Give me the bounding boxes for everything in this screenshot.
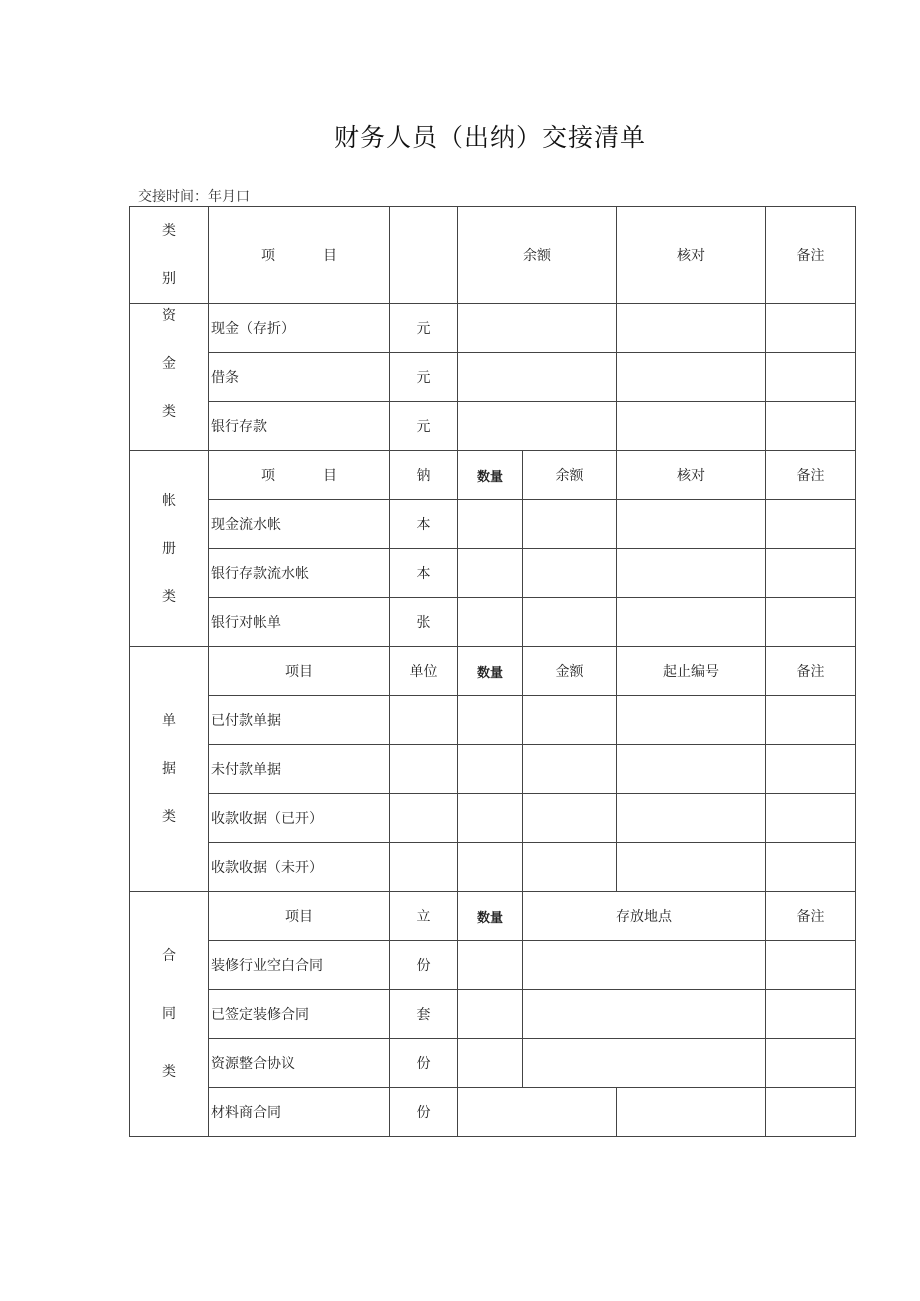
table-row: [130, 941, 856, 990]
qty-header: 数量: [458, 451, 523, 500]
table-row: [130, 1088, 856, 1137]
unit-cell[interactable]: [390, 794, 458, 843]
qty-header: 数量: [458, 892, 523, 941]
remark-header: 备注: [766, 647, 856, 696]
location-cell[interactable]: [523, 941, 766, 990]
balance-cell[interactable]: [523, 500, 617, 549]
serial-header: 起止编号: [617, 647, 766, 696]
balance-header: 余额: [458, 207, 617, 304]
section-header-row: [130, 647, 856, 696]
check-cell[interactable]: [617, 500, 766, 549]
remark-header: 备注: [766, 451, 856, 500]
unit-cell: 元: [390, 402, 458, 451]
balance-cell[interactable]: [523, 598, 617, 647]
item-cell: 装修行业空白合同: [209, 941, 390, 990]
qty-cell[interactable]: [458, 794, 523, 843]
balance-header: 余额: [523, 451, 617, 500]
table-row: [130, 696, 856, 745]
unit-cell: 份: [390, 941, 458, 990]
amount-header: 金额: [523, 647, 617, 696]
check-header: 核对: [617, 207, 766, 304]
location-header: 存放地点: [523, 892, 766, 941]
handover-date: 交接时间：年月口: [138, 189, 250, 205]
unit-cell[interactable]: [390, 745, 458, 794]
location-cell[interactable]: [617, 1088, 766, 1137]
handover-table: [129, 206, 856, 1137]
remark-cell[interactable]: [766, 990, 856, 1039]
table-row: [130, 500, 856, 549]
unit-cell: 本: [390, 500, 458, 549]
qty-cell[interactable]: [458, 1088, 617, 1137]
remark-cell[interactable]: [766, 304, 856, 353]
remark-cell[interactable]: [766, 353, 856, 402]
amount-cell[interactable]: [523, 794, 617, 843]
qty-cell[interactable]: [458, 843, 523, 892]
serial-cell[interactable]: [617, 696, 766, 745]
serial-cell[interactable]: [617, 745, 766, 794]
serial-cell[interactable]: [617, 794, 766, 843]
check-cell[interactable]: [617, 549, 766, 598]
unit-cell[interactable]: [390, 696, 458, 745]
item-cell: 现金流水帐: [209, 500, 390, 549]
remark-cell[interactable]: [766, 1088, 856, 1137]
item-cell: 银行存款: [209, 402, 390, 451]
qty-cell[interactable]: [458, 696, 523, 745]
unit-cell[interactable]: [390, 843, 458, 892]
item-cell: 材料商合同: [209, 1088, 390, 1137]
category-header: 类 别: [130, 207, 209, 304]
table-row: [130, 1039, 856, 1088]
unit-cell: 本: [390, 549, 458, 598]
item-cell: 借条: [209, 353, 390, 402]
item-cell: 现金（存折）: [209, 304, 390, 353]
remark-cell[interactable]: [766, 402, 856, 451]
unit-header: [390, 207, 458, 304]
remark-cell[interactable]: [766, 794, 856, 843]
unit-header: 单位: [390, 647, 458, 696]
table-row: [130, 549, 856, 598]
item-header: 项目: [209, 892, 390, 941]
remark-cell[interactable]: [766, 941, 856, 990]
table-row: [130, 794, 856, 843]
item-cell: 银行存款流水帐: [209, 549, 390, 598]
unit-header: 钠: [390, 451, 458, 500]
item-cell: 已签定装修合同: [209, 990, 390, 1039]
section-header-row: [130, 451, 856, 500]
section-header-row: [130, 892, 856, 941]
unit-header: 立: [390, 892, 458, 941]
item-cell: 银行对帐单: [209, 598, 390, 647]
remark-cell[interactable]: [766, 549, 856, 598]
check-header: 核对: [617, 451, 766, 500]
table-row: [130, 990, 856, 1039]
table-row: [130, 402, 856, 451]
item-header: 项目: [209, 647, 390, 696]
item-cell: 未付款单据: [209, 745, 390, 794]
balance-cell[interactable]: [458, 304, 617, 353]
qty-header: 数量: [458, 647, 523, 696]
category-contracts: 合 同 类: [130, 892, 209, 1137]
qty-cell[interactable]: [458, 500, 523, 549]
item-cell: 已付款单据: [209, 696, 390, 745]
qty-cell[interactable]: [458, 745, 523, 794]
qty-cell[interactable]: [458, 941, 523, 990]
item-cell: 收款收据（未开）: [209, 843, 390, 892]
location-cell[interactable]: [523, 1039, 766, 1088]
check-cell[interactable]: [617, 598, 766, 647]
item-cell: 收款收据（已开）: [209, 794, 390, 843]
qty-cell[interactable]: [458, 549, 523, 598]
qty-cell[interactable]: [458, 598, 523, 647]
table-row: [130, 843, 856, 892]
amount-cell[interactable]: [523, 745, 617, 794]
remark-cell[interactable]: [766, 500, 856, 549]
unit-cell: 张: [390, 598, 458, 647]
unit-cell: 份: [390, 1039, 458, 1088]
check-cell[interactable]: [617, 304, 766, 353]
unit-cell: 套: [390, 990, 458, 1039]
check-cell[interactable]: [617, 353, 766, 402]
table-row: [130, 598, 856, 647]
category-funds: 资 金 类: [130, 304, 209, 451]
page-title: 财务人员（出纳）交接清单: [333, 123, 646, 152]
unit-cell: 份: [390, 1088, 458, 1137]
table-row: [130, 353, 856, 402]
remark-cell[interactable]: [766, 598, 856, 647]
remark-cell[interactable]: [766, 843, 856, 892]
remark-cell[interactable]: [766, 745, 856, 794]
remark-cell[interactable]: [766, 696, 856, 745]
table-row: [130, 304, 856, 353]
qty-cell[interactable]: [458, 990, 523, 1039]
table-row: [130, 745, 856, 794]
qty-cell[interactable]: [458, 1039, 523, 1088]
category-ledgers: 帐 册 类: [130, 451, 209, 647]
remark-header: 备注: [766, 892, 856, 941]
remark-cell[interactable]: [766, 1039, 856, 1088]
balance-cell[interactable]: [458, 353, 617, 402]
category-vouchers: 单 据 类: [130, 647, 209, 892]
unit-cell: 元: [390, 353, 458, 402]
amount-cell[interactable]: [523, 843, 617, 892]
item-cell: 资源整合协议: [209, 1039, 390, 1088]
item-header: 项 目: [209, 207, 390, 304]
amount-cell[interactable]: [523, 696, 617, 745]
header-row: [130, 207, 856, 304]
balance-cell[interactable]: [458, 402, 617, 451]
serial-cell[interactable]: [617, 843, 766, 892]
balance-cell[interactable]: [523, 549, 617, 598]
unit-cell: 元: [390, 304, 458, 353]
location-cell[interactable]: [523, 990, 766, 1039]
item-header: 项 目: [209, 451, 390, 500]
check-cell[interactable]: [617, 402, 766, 451]
remark-header: 备注: [766, 207, 856, 304]
